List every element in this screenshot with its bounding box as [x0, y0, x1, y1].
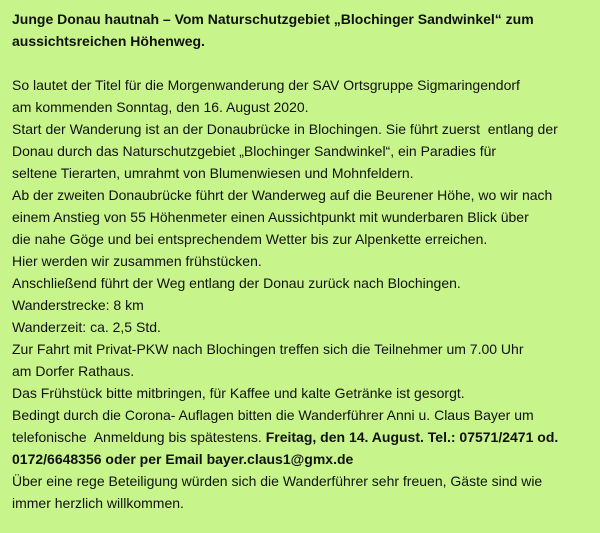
body-line: am kommenden Sonntag, den 16. August 2020.	[12, 99, 309, 115]
paragraph-spacer	[12, 52, 590, 74]
body-line: Wanderstrecke: 8 km	[12, 297, 144, 313]
body-line: Bedingt durch die Corona- Auflagen bitten die Wanderführer Anni u. Claus Bayer um	[12, 407, 534, 423]
closing-line: Über eine rege Beteiligung würden sich die Wanderführer sehr freuen, Gäste sind wie	[12, 473, 543, 489]
title-line: Junge Donau hautnah – Vom Naturschutzgebiet „Blochinger Sandwinkel“ zum	[12, 11, 534, 27]
body-line: Wanderzeit: ca. 2,5 Std.	[12, 319, 161, 335]
body-line: Donau durch das Naturschutzgebiet „Blochinger Sandwinkel“, ein Paradies für	[12, 143, 497, 159]
registration-contact: 0172/6648356 oder per Email bayer.claus1@gmx.de	[12, 451, 354, 467]
body-line: Anschließend führt der Weg entlang der Donau zurück nach Blochingen.	[12, 275, 461, 291]
closing-line: immer herzlich willkommen.	[12, 495, 184, 511]
body-line: Das Frühstück bitte mitbringen, für Kaffee und kalte Getränke ist gesorgt.	[12, 385, 465, 401]
title-line: aussichtsreichen Höhenweg.	[12, 33, 205, 49]
registration-text: telefonische Anmeldung bis spätestens.	[12, 429, 266, 445]
document-body	[12, 74, 590, 514]
document-title	[12, 8, 590, 52]
body-line: Zur Fahrt mit Privat-PKW nach Blochingen treffen sich die Teilnehmer um 7.00 Uhr	[12, 341, 524, 357]
registration-deadline-phone: Freitag, den 14. August. Tel.: 07571/2471 od.	[265, 429, 559, 445]
body-line: Ab der zweiten Donaubrücke führt der Wanderweg auf die Beurener Höhe, wo wir nach	[12, 187, 553, 203]
registration-line	[12, 426, 590, 448]
body-line: am Dorfer Rathaus.	[12, 363, 135, 379]
body-line: So lautet der Titel für die Morgenwanderung der SAV Ortsgruppe Sigmaringendorf	[12, 77, 520, 93]
body-line: die nahe Göge und bei entsprechendem Wetter bis zur Alpenkette erreichen.	[12, 231, 488, 247]
body-line: Start der Wanderung ist an der Donaubrücke in Blochingen. Sie führt zuerst entlang der	[12, 121, 558, 137]
body-line: seltene Tierarten, umrahmt von Blumenwiesen und Mohnfeldern.	[12, 165, 414, 181]
body-line: Hier werden wir zusammen frühstücken.	[12, 253, 262, 269]
body-line: einem Anstieg von 55 Höhenmeter einen Aussichtpunkt mit wunderbaren Blick über	[12, 209, 529, 225]
